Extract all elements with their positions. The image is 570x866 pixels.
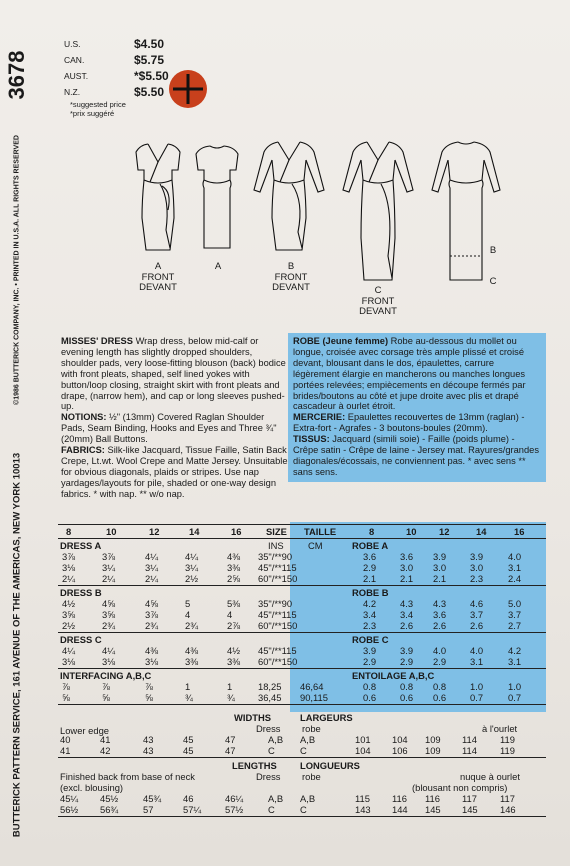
meterage-cell: 3.7 <box>508 609 522 620</box>
view-label-c: C <box>489 276 497 287</box>
fabrics-title: FABRICS: <box>61 445 105 456</box>
yardage-cell: 4¼ <box>62 645 76 656</box>
view-label: A FRONT DEVANT <box>139 261 177 293</box>
taille-header: 8 <box>369 526 375 537</box>
length-cm-cell: 116 <box>392 793 407 804</box>
view-a-back-sketch <box>190 142 244 252</box>
meterage-cell: 3.1 <box>508 656 522 667</box>
meterage-cell: 0.8 <box>433 681 447 692</box>
fabric-width: 45"/**115 <box>258 609 297 620</box>
width-cell: 42 <box>100 745 111 756</box>
view-label: C <box>268 804 275 815</box>
view-label: B FRONT DEVANT <box>272 261 310 293</box>
view-label: A,B <box>268 734 284 745</box>
width-cell: 41 <box>100 734 111 745</box>
meterage-cell: 2.6 <box>433 620 447 631</box>
description-french <box>288 333 546 482</box>
size-header: 10 <box>106 526 117 537</box>
ourlet-label: à l'ourlet <box>482 723 518 734</box>
meterage-cell: 3.7 <box>470 609 484 620</box>
length-cell: 57¼ <box>183 804 202 815</box>
width-cm-cell: 114 <box>462 734 477 745</box>
meterage-cell: 1.0 <box>508 681 522 692</box>
view-b-front-sketch <box>250 138 328 256</box>
yardage-cell: 4⅜ <box>227 551 241 562</box>
view-bc-back-sketch <box>426 138 506 286</box>
width-cm-cell: 114 <box>462 745 477 756</box>
length-cm-cell: 144 <box>392 804 408 815</box>
meterage-cell: 4.0 <box>470 645 484 656</box>
length-cell: 45¾ <box>143 793 162 804</box>
width-cell: 43 <box>143 745 154 756</box>
dress-label: Dress <box>256 771 281 782</box>
price-note: *suggested price <box>70 100 126 109</box>
meterage-cell: 2.1 <box>400 573 414 584</box>
width-cell: 47 <box>225 745 236 756</box>
price-row-us <box>64 36 184 52</box>
fabrics-text: Jacquard (simili soie) - Faille (poids plume) - Crêpe satin - Crêpe de laine - Jersey mat. Rayures/grandes diagonales/écossais, ne conviennent pas. * avec sens ** sans sens. <box>293 434 539 477</box>
meterage-cell: 2.3 <box>470 573 484 584</box>
yardage-cell: 4⅜ <box>145 645 159 656</box>
section-title-fr: ROBE C <box>352 634 389 645</box>
rule-line <box>58 585 546 586</box>
length-cell: 56¾ <box>100 804 119 815</box>
view-label: A <box>214 261 222 272</box>
meterage-cell: 0.6 <box>363 692 377 703</box>
fabric-width: 60"/**150 <box>258 656 298 667</box>
length-cell: 46 <box>183 793 194 804</box>
meterage-cell: 2.6 <box>400 620 414 631</box>
yardage-cell: 3¼ <box>102 562 116 573</box>
yardage-cell: 2⅝ <box>227 573 241 584</box>
meterage-cell: 3.6 <box>400 551 414 562</box>
length-cell: 57 <box>143 804 154 815</box>
section-title: DRESS C <box>60 634 102 645</box>
widths-title: WIDTHS <box>234 712 271 723</box>
width-cm-cell: 106 <box>392 745 408 756</box>
meterage-cell: 2.1 <box>363 573 377 584</box>
yardage-cell: 4¼ <box>145 551 159 562</box>
yardage-cell: 3⅛ <box>62 656 76 667</box>
notions-title: NOTIONS: <box>61 412 107 423</box>
section-title: INTERFACING A,B,C <box>60 670 152 681</box>
price-row-aust <box>64 68 184 84</box>
publisher-address: BUTTERICK PATTERN SERVICE, 161 AVENUE OF THE AMERICAS, NEW YORK 10013 <box>11 452 23 838</box>
yardage-cell: 2½ <box>62 620 76 631</box>
copyright-notice: ©1986 BUTTERICK COMPANY, INC. • PRINTED IN U.S.A. ALL RIGHTS RESERVED <box>13 135 21 405</box>
width-cell: 47 <box>225 734 236 745</box>
size-header: 14 <box>189 526 200 537</box>
meterage-cell: 0.6 <box>400 692 414 703</box>
view-label: C FRONT DEVANT <box>359 285 397 317</box>
length-cm-cell: 145 <box>425 804 441 815</box>
meterage-cell: 4.6 <box>470 598 484 609</box>
yardage-cell: 2¼ <box>62 573 76 584</box>
lengths-title: LENGTHS <box>232 760 277 771</box>
width-cm-cell: 119 <box>500 734 515 745</box>
width-cm-cell: 119 <box>500 745 515 756</box>
meterage-cell: 4.3 <box>433 598 447 609</box>
size-header: 12 <box>149 526 160 537</box>
desc-body: Robe au-dessous du mollet ou longue, croisée avec corsage très ample plissé et croisé devant, blousant dans le dos, épaulettes, carrure légèrement élargie en mancherons ou manches longues portées relevées; empiècements en découpe fermés par brides/boutons au côté et jupe droite avec plis et drapé cascadeur à ourlet étroit. <box>293 336 526 412</box>
fabric-width: 60"/**150 <box>258 573 298 584</box>
length-cm-cell: 117 <box>462 793 477 804</box>
lower-edge-label: Lower edge <box>60 725 109 736</box>
yardage-cell: 2⅞ <box>227 620 241 631</box>
finished-back-label: Finished back from base of neck <box>60 771 195 782</box>
yardage-cell: 2¼ <box>145 573 159 584</box>
robe-label: robe <box>302 771 321 782</box>
robe-label: robe <box>302 723 321 734</box>
fabric-width: 45"/**115 <box>258 562 297 573</box>
view-label: A,B <box>268 793 284 804</box>
taille-header: 14 <box>476 526 487 537</box>
yardage-cell: 3⅜ <box>227 656 241 667</box>
fabric-width: 35"/**90 <box>258 598 293 609</box>
cross-in-circle-icon <box>168 69 208 109</box>
meterage-cell: 0.6 <box>433 692 447 703</box>
meterage-cell: 3.0 <box>433 562 447 573</box>
fabric-width: 18,25 <box>258 681 282 692</box>
yardage-cell: 3⅞ <box>102 551 116 562</box>
price-list <box>64 36 184 118</box>
yardage-cell: 4⅝ <box>102 598 116 609</box>
price-region: U.S. <box>64 39 81 49</box>
desc-title: MISSES' DRESS <box>61 336 133 346</box>
width-cell: 45 <box>183 734 194 745</box>
meterage-cell: 3.9 <box>470 551 484 562</box>
blousant-label: (blousant non compris) <box>412 782 508 793</box>
yardage-cell: ⅞ <box>62 681 70 692</box>
yardage-cell: 3⅝ <box>62 609 76 620</box>
yardage-cell: ⅞ <box>102 681 110 692</box>
width-cell: 40 <box>60 734 71 745</box>
view-label-fr: C <box>300 745 307 756</box>
yardage-cell: 3⅝ <box>102 609 116 620</box>
unit-label: CM <box>308 540 323 551</box>
yardage-cell: 3⅜ <box>227 562 241 573</box>
rule-line <box>58 668 546 669</box>
unit-label: INS <box>268 540 284 551</box>
taille-header: 12 <box>439 526 450 537</box>
meterage-cell: 3.0 <box>470 562 484 573</box>
excl-blousing-label: (excl. blousing) <box>60 782 124 793</box>
yardage-cell: 3⅛ <box>145 656 159 667</box>
fabric-width-cm: 46,64 <box>300 681 324 692</box>
section-title-fr: ROBE A <box>352 540 389 551</box>
rule-line <box>58 632 546 633</box>
meterage-cell: 2.6 <box>470 620 484 631</box>
length-cm-cell: 143 <box>355 804 371 815</box>
meterage-cell: 5.0 <box>508 598 522 609</box>
yardage-cell: 4¼ <box>102 645 116 656</box>
lengths-title-fr: LONGUEURS <box>300 760 360 771</box>
width-cm-cell: 104 <box>392 734 408 745</box>
meterage-cell: 0.7 <box>470 692 484 703</box>
price-value: $5.50 <box>134 85 165 99</box>
width-cell: 41 <box>60 745 71 756</box>
meterage-cell: 4.0 <box>433 645 447 656</box>
price-region: N.Z. <box>64 87 81 97</box>
yardage-cell: 1 <box>227 681 233 692</box>
yardage-cell: ¾ <box>185 692 193 703</box>
yardage-cell: ¾ <box>227 692 235 703</box>
meterage-cell: 2.1 <box>433 573 447 584</box>
price-row-nz <box>64 84 184 100</box>
meterage-cell: 2.9 <box>363 562 377 573</box>
fabric-width-cm: 90,115 <box>300 692 328 703</box>
pattern-number: 3678 <box>4 50 29 100</box>
yardage-cell: ⅝ <box>102 692 110 703</box>
length-cell: 57½ <box>225 804 244 815</box>
width-cm-cell: 101 <box>355 734 371 745</box>
view-label: C <box>268 745 275 756</box>
view-label-b: B <box>489 245 497 256</box>
meterage-cell: 0.7 <box>508 692 522 703</box>
size-label: SIZE <box>266 526 287 537</box>
price-region: AUST. <box>64 71 89 81</box>
yardage-cell: 2¾ <box>102 620 116 631</box>
width-cell: 45 <box>183 745 194 756</box>
meterage-cell: 3.1 <box>508 562 522 573</box>
length-cm-cell: 117 <box>500 793 515 804</box>
length-cm-cell: 145 <box>462 804 478 815</box>
view-label-fr: C <box>300 804 307 815</box>
meterage-cell: 3.6 <box>433 609 447 620</box>
desc-title: ROBE (Jeune femme) <box>293 336 389 346</box>
section-title-fr: ENTOILAGE A,B,C <box>352 670 435 681</box>
view-label-fr: A,B <box>300 734 316 745</box>
view-a-front-sketch <box>130 140 186 255</box>
rule-line <box>58 757 546 758</box>
meterage-cell: 4.3 <box>400 598 414 609</box>
width-cm-cell: 109 <box>425 734 441 745</box>
desc-body: Wrap dress, below mid-calf or evening length has slightly dropped shoulders, shoulder pads, very loose-fitting blouson (back) bodice with front pleats, shaped, self lined yokes with button/loop closing, straight skirt with front pleats and drape, (narrow hem), and cap or long sleeves pushed-up. <box>61 336 286 412</box>
dress-label: Dress <box>256 723 281 734</box>
view-label-fr: A,B <box>300 793 316 804</box>
meterage-cell: 2.9 <box>400 656 414 667</box>
yardage-cell: 2¼ <box>102 573 116 584</box>
length-cm-cell: 146 <box>500 804 516 815</box>
notions-text: ½" (13mm) Covered Raglan Shoulder Pads, Seam Binding, Hooks and Eyes and Three ¾" (20mm) Ball Buttons. <box>61 412 277 445</box>
yardage-cell: 1 <box>185 681 191 692</box>
length-cell: 46¼ <box>225 793 244 804</box>
notions-text: Epaulettes recouvertes de 13mm (raglan) - Extra-fort - Agrafes - 3 boutons-boules (20mm). <box>293 412 525 434</box>
yardage-cell: 5 <box>185 598 191 609</box>
description-english <box>61 336 289 500</box>
price-region: CAN. <box>64 55 85 65</box>
length-cm-cell: 115 <box>355 793 370 804</box>
meterage-cell: 3.0 <box>400 562 414 573</box>
section-title: DRESS A <box>60 540 102 551</box>
meterage-cell: 3.1 <box>470 656 484 667</box>
yardage-cell: 3⅞ <box>145 609 159 620</box>
section-title: DRESS B <box>60 587 102 598</box>
yardage-cell: 4½ <box>227 645 241 656</box>
price-value: $4.50 <box>134 37 165 51</box>
length-cell: 45¼ <box>60 793 79 804</box>
yardage-cell: 2¾ <box>145 620 159 631</box>
meterage-cell: 3.9 <box>400 645 414 656</box>
size-header: 8 <box>66 526 72 537</box>
yardage-cell: 3⅞ <box>62 551 76 562</box>
yardage-cell: 2¾ <box>185 620 199 631</box>
meterage-cell: 4.2 <box>508 645 522 656</box>
length-cm-cell: 116 <box>425 793 440 804</box>
fabrics-title: TISSUS: <box>293 434 330 445</box>
meterage-cell: 3.6 <box>363 551 377 562</box>
taille-label: TAILLE <box>304 526 337 537</box>
fabric-width: 60"/**150 <box>258 620 298 631</box>
width-cell: 43 <box>143 734 154 745</box>
fabric-width: 45"/**115 <box>258 645 297 656</box>
meterage-cell: 3.9 <box>363 645 377 656</box>
yardage-cell: ⅝ <box>145 692 153 703</box>
yardage-cell: 4⅝ <box>145 598 159 609</box>
meterage-cell: 2.7 <box>508 620 522 631</box>
length-cell: 56½ <box>60 804 79 815</box>
price-value: *$5.50 <box>134 69 169 83</box>
meterage-cell: 4.2 <box>363 598 377 609</box>
notions-title: MERCERIE: <box>293 412 346 423</box>
length-cell: 45½ <box>100 793 119 804</box>
yardage-cell: 4⅜ <box>185 645 199 656</box>
yardage-cell: ⅝ <box>62 692 70 703</box>
fabric-width: 36,45 <box>258 692 282 703</box>
widths-title-fr: LARGEURS <box>300 712 353 723</box>
meterage-cell: 0.8 <box>363 681 377 692</box>
fabrics-text: Silk-like Jacquard, Tissue Faille, Satin Back Crepe, Lt.wt. Wool Crepe and Matte Jersey. Unsuitable for obvious diagonals, plaids or stripes. Use nap yardages/layouts for pile, shaded or one-way design fabrics. * with nap. ** w/o nap. <box>61 445 288 499</box>
taille-header: 16 <box>514 526 525 537</box>
meterage-cell: 3.4 <box>400 609 414 620</box>
yardage-cell: 3⅛ <box>102 656 116 667</box>
price-row-can <box>64 52 184 68</box>
yardage-cell: 5⅜ <box>227 598 241 609</box>
nuque-label: nuque à ourlet <box>460 771 520 782</box>
meterage-cell: 2.9 <box>363 656 377 667</box>
yardage-cell: 2½ <box>185 573 199 584</box>
meterage-cell: 4.0 <box>508 551 522 562</box>
rule-line <box>58 538 546 539</box>
meterage-cell: 2.3 <box>363 620 377 631</box>
meterage-cell: 2.4 <box>508 573 522 584</box>
rule-line <box>58 704 546 705</box>
yardage-cell: 4 <box>227 609 233 620</box>
price-value: $5.75 <box>134 53 165 67</box>
price-note-fr: *prix suggéré <box>70 109 115 118</box>
section-title-fr: ROBE B <box>352 587 389 598</box>
yardage-cell: 3¼ <box>185 562 199 573</box>
yardage-cell: 4 <box>185 609 191 620</box>
yardage-cell: 4¼ <box>185 551 199 562</box>
width-cm-cell: 109 <box>425 745 441 756</box>
yardage-cell: ⅞ <box>145 681 153 692</box>
meterage-cell: 0.8 <box>400 681 414 692</box>
meterage-cell: 3.4 <box>363 609 377 620</box>
yardage-cell: 3⅜ <box>185 656 199 667</box>
yardage-cell: 4½ <box>62 598 76 609</box>
rule-line <box>58 524 546 525</box>
yardage-cell: 3¼ <box>145 562 159 573</box>
fabric-width: 35"/**90 <box>258 551 293 562</box>
meterage-cell: 2.9 <box>433 656 447 667</box>
view-c-front-sketch <box>338 138 418 286</box>
meterage-cell: 3.9 <box>433 551 447 562</box>
width-cm-cell: 104 <box>355 745 371 756</box>
taille-header: 10 <box>406 526 417 537</box>
meterage-cell: 1.0 <box>470 681 484 692</box>
rule-line <box>58 816 546 817</box>
size-header: 16 <box>231 526 242 537</box>
yardage-cell: 3⅛ <box>62 562 76 573</box>
